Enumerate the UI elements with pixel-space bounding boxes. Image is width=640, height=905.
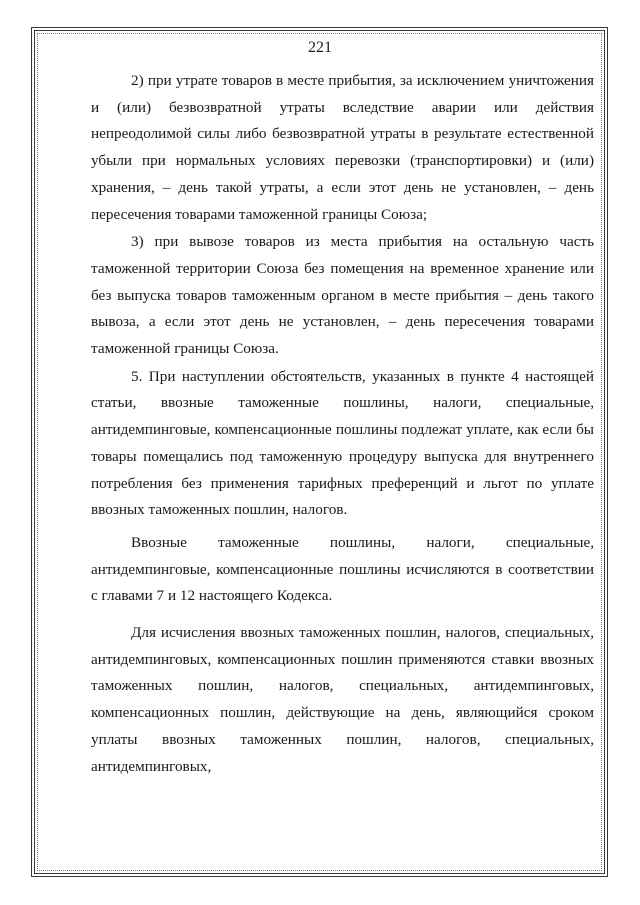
paragraph-rates: Для исчисления ввозных таможенных пошлин, налогов, специальных, антидемпинговых, компенсационных пошлин применяются ставки ввозных таможенных пошлин, налогов, специальных, антидемпинговых, компенсационных пошлин, действующие на день, являющийся сроком уплаты ввозных таможенных пошлин, налогов, специальных, антидемпинговых, — [91, 624, 594, 775]
paragraph-item-2: 2) при утрате товаров в месте прибытия, за исключением уничтожения и (или) безвозвратной утраты вследствие аварии или действия непреодолимой силы либо безвозвратной утраты в результате естественной убыли при нормальных условиях перевозки (транспортировки) и (или) хранения, – день такой утраты, а если этот день не установлен, – день пересечения товарами таможенной границы Союза; — [91, 72, 594, 223]
paragraph-item-3: 3) при вывозе товаров из места прибытия на остальную часть таможенной территории Союза без помещения на временное хранение или без выпуска товаров таможенным органом в месте прибытия – день такого вывоза, а если этот день не установлен, – день пересечения товарами таможенной границы Союза. — [91, 233, 594, 358]
paragraph-point-5: 5. При наступлении обстоятельств, указанных в пункте 4 настоящей статьи, ввозные таможенные пошлины, налоги, специальные, антидемпинговые, компенсационные пошлины подлежат уплате, как если бы товары помещались под таможенную процедуру выпуска для внутреннего потребления без применения тарифных преференций и льгот по уплате ввозных таможенных пошлин, налогов. — [91, 367, 594, 519]
page-number: 221 — [308, 39, 332, 56]
paragraph-calculation: Ввозные таможенные пошлины, налоги, специальные, антидемпинговые, компенсационные пошлины исчисляются в соответствии с главами 7 и 12 настоящего Кодекса. — [91, 533, 594, 605]
document-body — [91, 68, 594, 780]
